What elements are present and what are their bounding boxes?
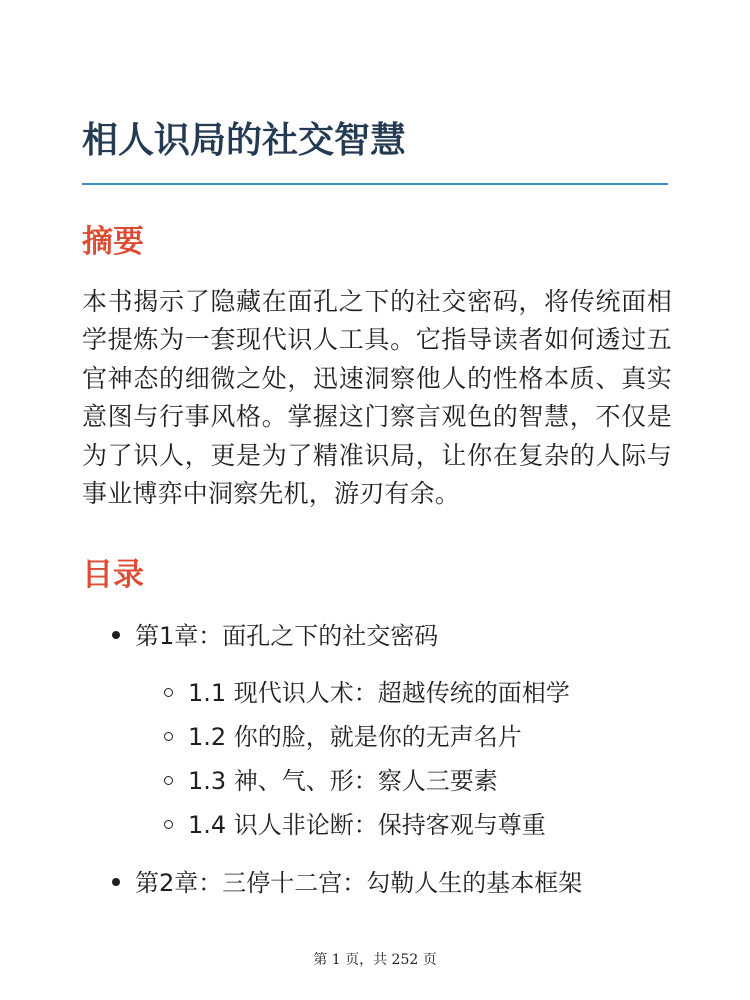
toc-chapter-label: 第2章：三停十二宫：勾勒人生的基本框架 xyxy=(135,869,583,897)
toc-section-label: 1.1 现代识人术：超越传统的面相学 xyxy=(188,679,570,707)
page-number-footer: 第 1 页，共 252 页 xyxy=(313,952,437,968)
title-divider xyxy=(82,183,668,185)
bullet-dot-icon xyxy=(112,631,120,639)
toc-section-1-1[interactable] xyxy=(164,677,570,709)
book-title: 相人识局的社交智慧 xyxy=(82,120,407,161)
abstract-text: 本书揭示了隐藏在面孔之下的社交密码，将传统面相学提炼为一套现代识人工具。它指导读者如何透过五官神态的细微之处，迅速洞察他人的性格本质、真实意图与行事风格。掌握这门察言观色的智慧，不仅是为了识人，更是为了精准识局，让你在复杂的人际与事业博弈中洞察先机，游刃有余。 xyxy=(82,287,672,509)
toc-section-label: 1.2 你的脸，就是你的无声名片 xyxy=(188,723,522,751)
toc-chapter-2[interactable] xyxy=(112,867,582,899)
abstract-heading: 摘要 xyxy=(82,224,144,260)
bullet-circle-icon xyxy=(164,820,173,829)
bullet-dot-icon xyxy=(112,878,120,886)
toc-section-1-4[interactable] xyxy=(164,809,546,841)
toc-chapter-1[interactable] xyxy=(112,620,438,652)
bullet-circle-icon xyxy=(164,732,173,741)
bullet-circle-icon xyxy=(164,776,173,785)
toc-section-1-2[interactable] xyxy=(164,721,522,753)
toc-chapter-label: 第1章：面孔之下的社交密码 xyxy=(135,622,439,650)
bullet-circle-icon xyxy=(164,688,173,697)
toc-heading: 目录 xyxy=(82,557,144,593)
toc-section-label: 1.3 神、气、形：察人三要素 xyxy=(188,767,498,795)
toc-section-1-3[interactable] xyxy=(164,765,498,797)
toc-section-label: 1.4 识人非论断：保持客观与尊重 xyxy=(188,811,546,839)
